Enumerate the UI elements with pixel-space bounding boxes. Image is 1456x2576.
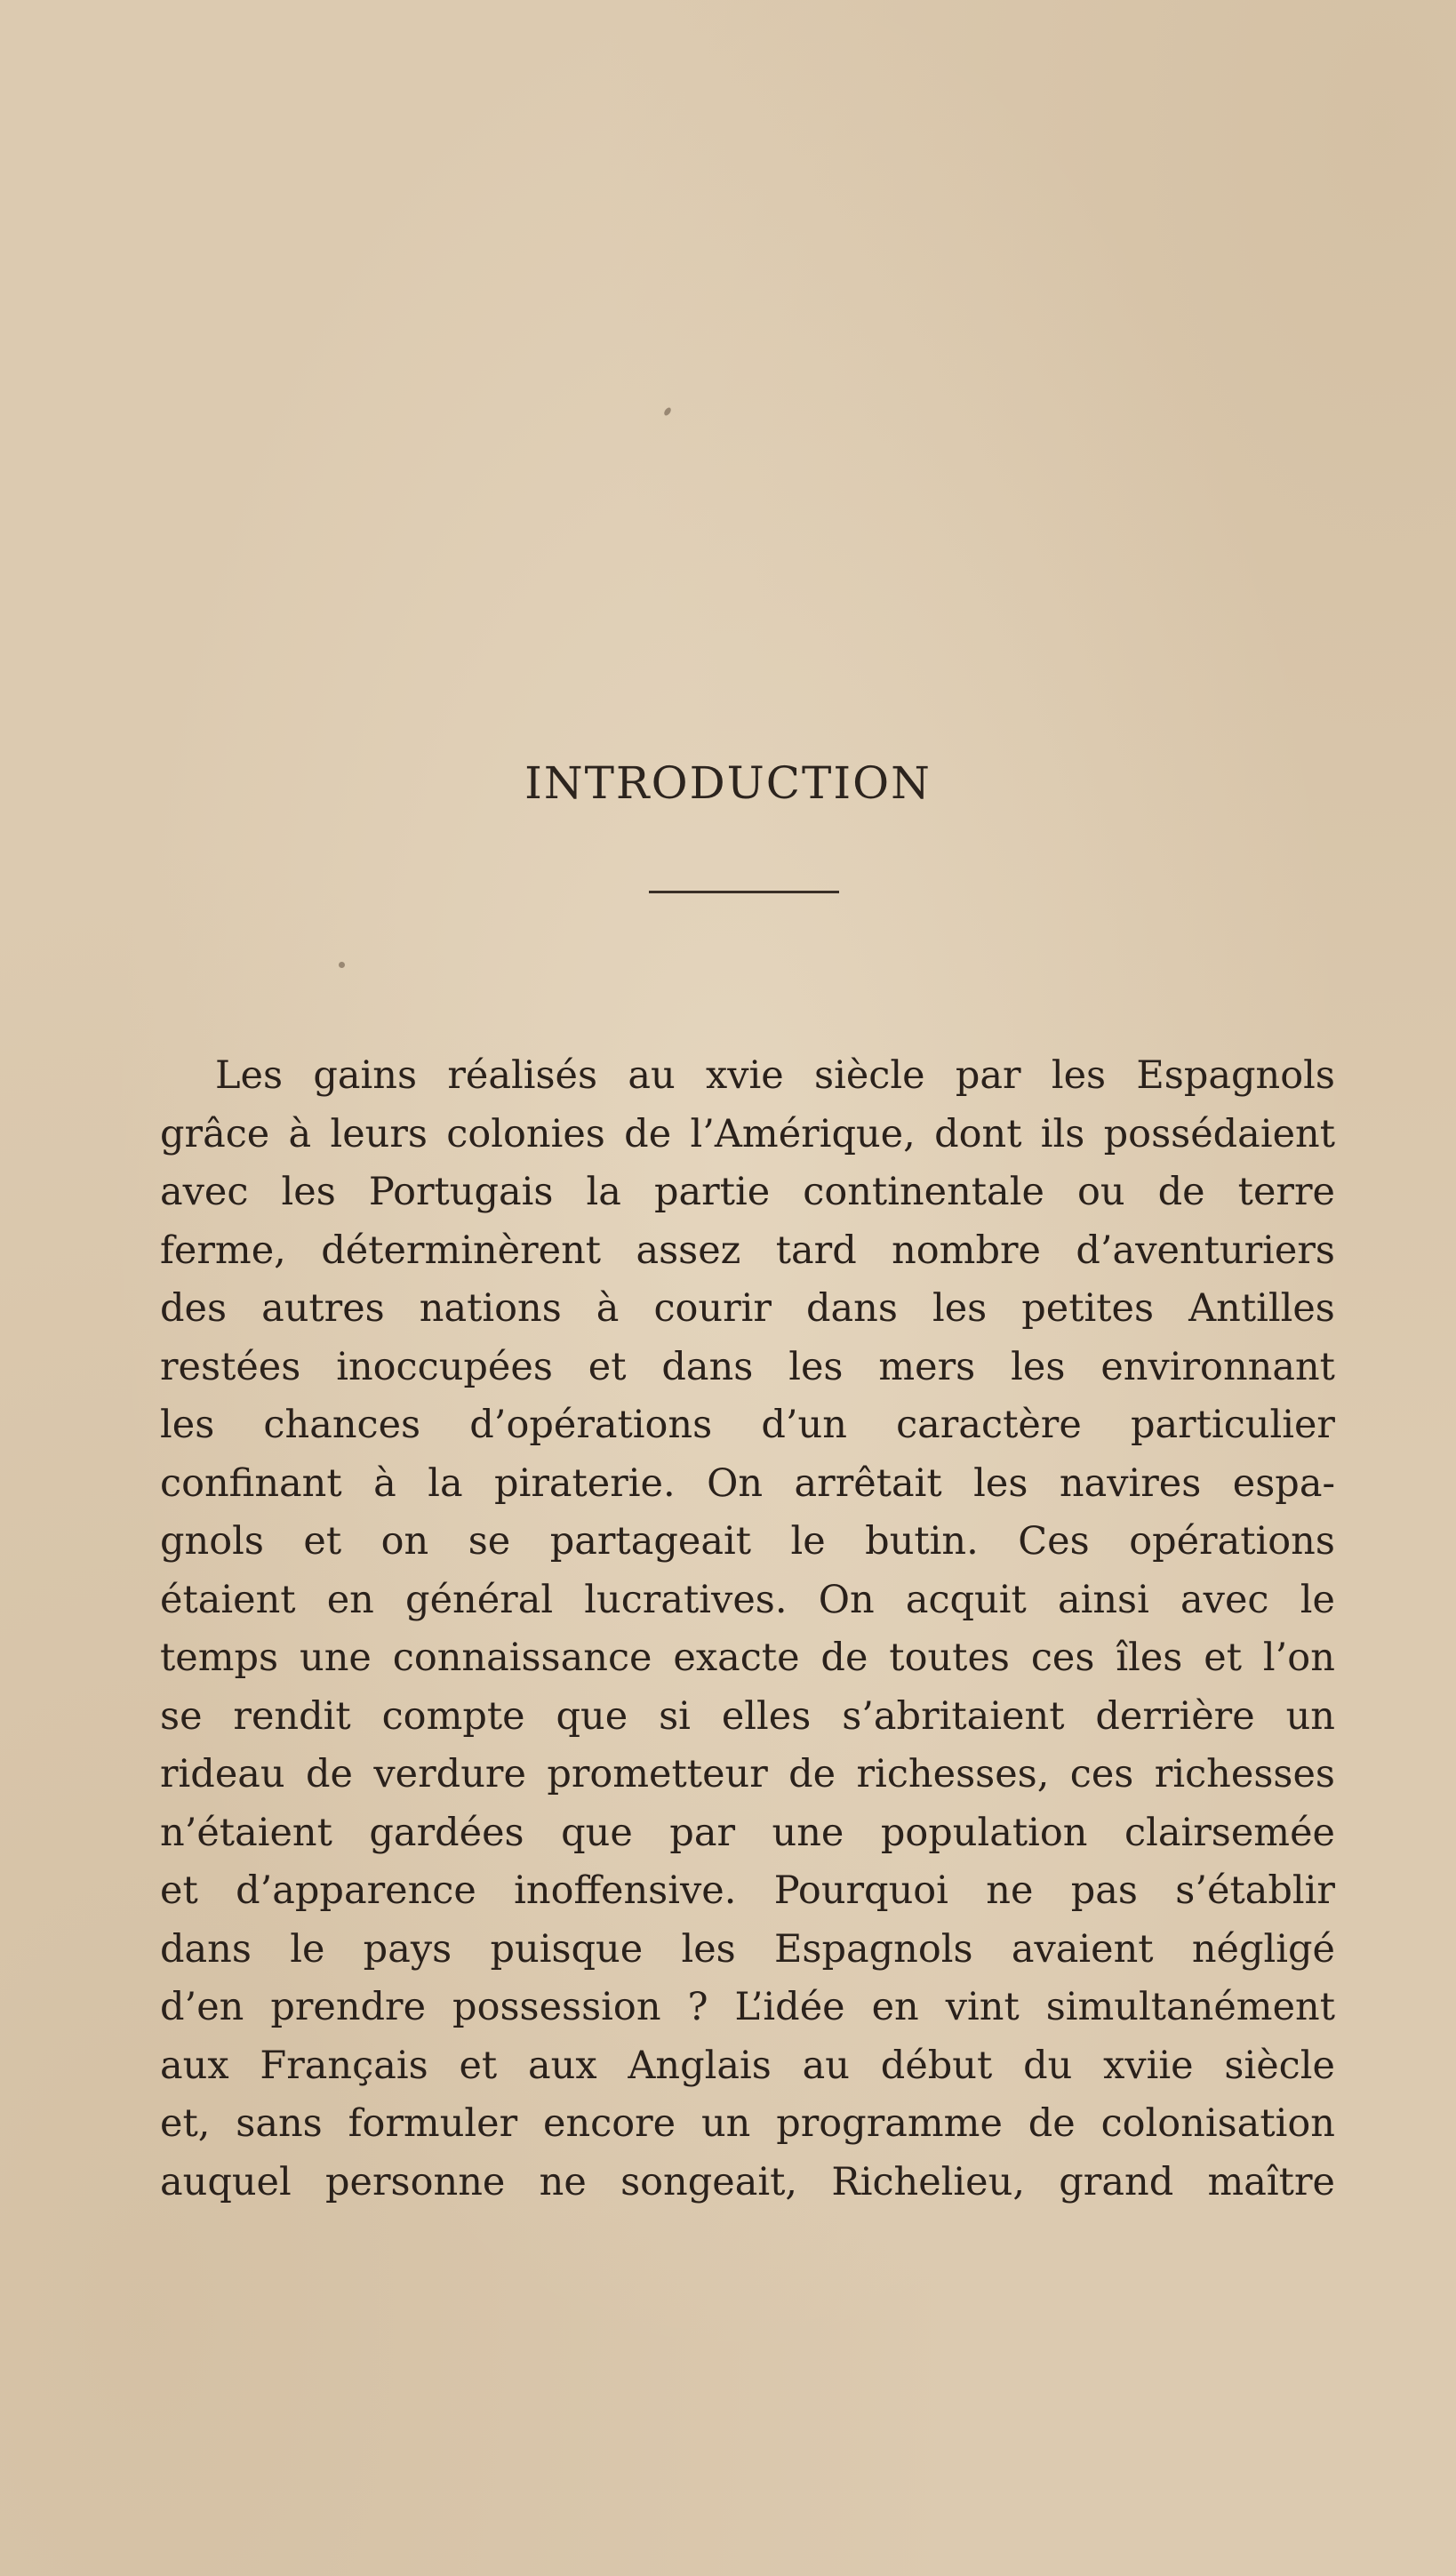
text-line: restées inoccupées et dans les mers les environnant: [160, 1344, 1335, 1389]
text-line: des autres nations à courir dans les petites Antilles: [160, 1286, 1335, 1331]
ink-speck: [339, 962, 345, 968]
text-line: dans le pays puisque les Espagnols avaient négligé: [160, 1926, 1335, 1972]
text-line: et d’apparence inoffensive. Pourquoi ne pas s’établir: [160, 1868, 1335, 1913]
text-line: n’étaient gardées que par une population clairsemée: [160, 1810, 1335, 1855]
text-line: d’en prendre possession ? L’idée en vint simultanément: [160, 1985, 1335, 2029]
text-line: ferme, déterminèrent assez tard nombre d’aventuriers: [160, 1228, 1335, 1273]
title-divider: [649, 891, 839, 893]
text-line: temps une connaissance exacte de toutes ces îles et l’on: [160, 1636, 1335, 1680]
text-line: auquel personne ne songeait, Richelieu, grand maître: [160, 2159, 1335, 2204]
text-line: rideau de verdure prometteur de richesses, ces richesses: [160, 1752, 1335, 1796]
text-line: grâce à leurs colonies de l’Amérique, dont ils possédaient: [160, 1111, 1335, 1156]
text-line: Les gains réalisés au xvie siècle par les Espagnols: [215, 1053, 1335, 1098]
text-line: avec les Portugais la partie continentale ou de terre: [160, 1170, 1335, 1214]
body-paragraph: [160, 1047, 1335, 2212]
text-line: et, sans formuler encore un programme de colonisation: [160, 2101, 1335, 2146]
ink-speck: [663, 406, 673, 417]
text-line: confinant à la piraterie. On arrêtait les navires espa-: [160, 1460, 1335, 1506]
text-line: gnols et on se partageait le butin. Ces opérations: [160, 1519, 1335, 1564]
text-line: se rendit compte que si elles s’abritaient derrière un: [160, 1693, 1335, 1739]
text-line: aux Français et aux Anglais au début du xviie siècle: [160, 2043, 1335, 2088]
chapter-title: INTRODUCTION: [524, 757, 932, 809]
text-line: étaient en général lucratives. On acquit ainsi avec le: [160, 1577, 1335, 1622]
text-line: les chances d’opérations d’un caractère particulier: [160, 1403, 1335, 1447]
